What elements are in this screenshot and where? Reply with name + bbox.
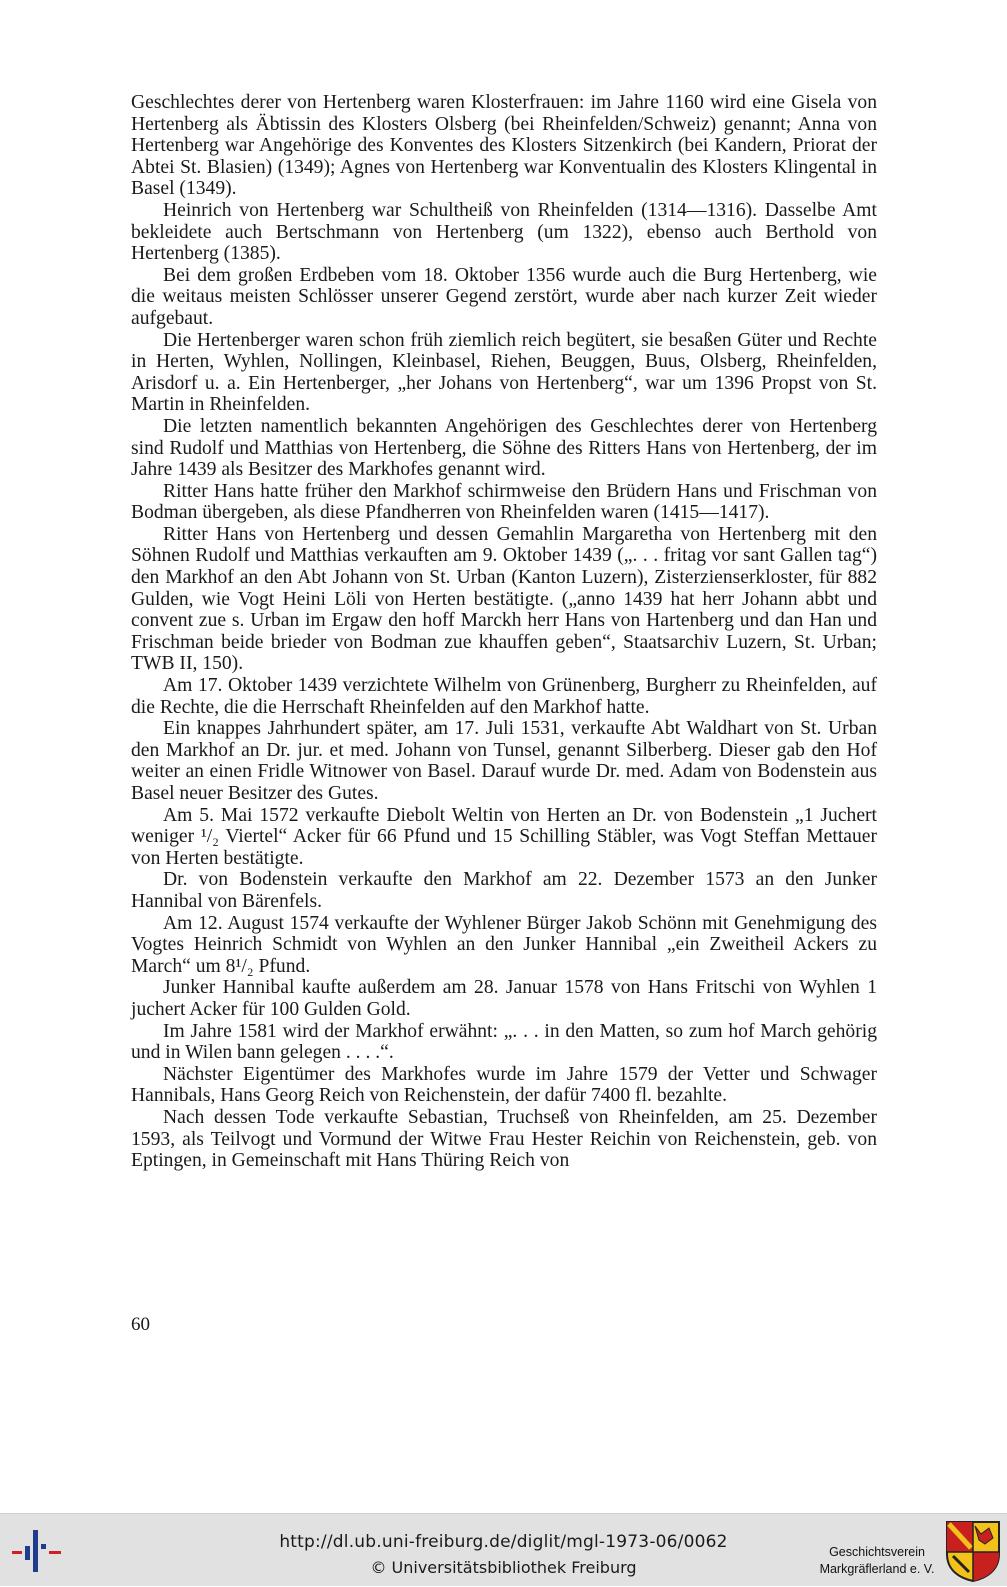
footer-bar [0, 1513, 1007, 1586]
paragraph: Ritter Hans von Hertenberg und dessen Gemahlin Margaretha von Hertenberg mit den Söhnen Rudolf und Matthias verkauften am 9. Oktober 1439 („. . . fritag vor sant Gallen tag“) den Markhof an den Abt Johann von St. Urban (Kanton Luzern), Zisterzienserkloster, für 882 Gulden, wie Vogt Heini Löli von Herten bestätigte. („anno 1439 hat herr Johann abbt und convent zue s. Urban im Ergaw den hoff Marckh herr Hans von Hartenberg und dan Han und Frischman beide brieder von Bodman zue khauffen geben“, Staatsarchiv Luzern, St. Urban; TWB II, 150). [131, 523, 877, 675]
society-crest-icon [945, 1520, 1001, 1582]
paragraph: Am 17. Oktober 1439 verzichtete Wilhelm von Grünenberg, Burgherr zu Rheinfelden, auf die Rechte, die die Herrschaft Rheinfelden auf den Markhof hatte. [131, 675, 877, 718]
paragraph: Im Jahre 1581 wird der Markhof erwähnt: „. . . in den Matten, so zum hof March gehörig und in Wilen bann gelegen . . . .“. [131, 1020, 877, 1064]
paragraph: Die letzten namentlich bekannten Angehörigen des Geschlechtes derer von Hertenberg sind Rudolf und Matthias von Hertenberg, die Söhne des Ritters Hans von Hertenberg, der im Jahre 1439 als Besitzer des Markhofes genannt wird. [131, 415, 877, 481]
paragraph: Dr. von Bodenstein verkaufte den Markhof am 22. Dezember 1573 an den Junker Hannibal von Bärenfels. [131, 869, 877, 912]
paragraph: Heinrich von Hertenberg war Schultheiß von Rheinfelden (1314—1316). Dasselbe Amt bekleidete auch Bertschmann von Hertenberg (um 1322), ebenso auch Berthold von Hertenberg (1385). [131, 199, 877, 265]
paragraph: Geschlechtes derer von Hertenberg waren Klosterfrauen: im Jahre 1160 wird eine Gisela von Hertenberg als Äbtissin des Klosters Olsberg (bei Rheinfelden/Schweiz) genannt; Anna von Hertenberg war Angehörige des Konventes des Klosters Sitzenkirch (bei Kandern, Priorat der Abtei St. Blasien) (1349); Agnes von Hertenberg war Konventualin des Klosters Klingental in Basel (1349). [131, 92, 877, 200]
paragraph: Am 5. Mai 1572 verkaufte Diebolt Weltin von Herten an Dr. von Bodenstein „1 Juchert weniger ¹/₂ Viertel“ Acker für 66 Pfund und 15 Schilling Stäbler, was Vogt Steffan Mettauer von Herten bestätigte. [131, 804, 877, 869]
paragraph: Die Hertenberger waren schon früh ziemlich reich begütert, sie besaßen Güter und Rechte in Herten, Wyhlen, Nollingen, Kleinbasel, Riehen, Beuggen, Buus, Olsberg, Rheinfelden, Arisdorf u. a. Ein Hertenberger, „her Johans von Hertenberg“, war um 1396 Propst von St. Martin in Rheinfelden. [131, 329, 877, 416]
paragraph: Ritter Hans hatte früher den Markhof schirmweise den Brüdern Hans und Frischman von Bodman übergeben, als diese Pfandherren von Rheinfelden waren (1415—1417). [131, 480, 877, 524]
paragraph: Nach dessen Tode verkaufte Sebastian, Truchseß von Rheinfelden, am 25. Dezember 1593, als Teilvogt und Vormund der Witwe Frau Hester Reichin von Reichenstein, geb. von Eptingen, in Gemeinschaft mit Hans Thüring Reich von [131, 1106, 877, 1172]
paragraph: Nächster Eigentümer des Markhofes wurde im Jahre 1579 der Vetter und Schwager Hannibals, Hans Georg Reich von Reichenstein, der dafür 7400 fl. bezahlte. [131, 1063, 877, 1107]
paragraph: Bei dem großen Erdbeben vom 18. Oktober 1356 wurde auch die Burg Hertenberg, wie die weitaus meisten Schlösser unserer Gegend zerstört, wurde aber nach kurzer Zeit wieder aufgebaut. [131, 264, 877, 329]
page-number: 60 [131, 1314, 150, 1335]
page-body [131, 92, 877, 1172]
society-name-line1: Geschichtsverein [829, 1545, 925, 1559]
society-name [812, 1544, 942, 1578]
source-url-link[interactable]: http://dl.ub.uni-freiburg.de/diglit/mgl-1973-06/0062 [279, 1532, 728, 1552]
paragraph: Ein knappes Jahrhundert später, am 17. Juli 1531, verkaufte Abt Waldhart von St. Urban den Markhof an Dr. jur. et med. Johann von Tunsel, genannt Silberberg. Dieser gab den Hof weiter an einen Fridle Witnower von Basel. Darauf wurde Dr. med. Adam von Bodenstein aus Basel neuer Besitzer des Gutes. [131, 718, 877, 804]
society-name-line2: Markgräflerland e. V. [819, 1562, 935, 1576]
paragraph: Junker Hannibal kaufte außerdem am 28. Januar 1578 von Hans Fritschi von Wyhlen 1 juchert Acker für 100 Gulden Gold. [131, 977, 877, 1020]
paragraph: Am 12. August 1574 verkaufte der Wyhlener Bürger Jakob Schönn mit Genehmigung des Vogtes Heinrich Schmidt von Wyhlen an den Junker Hannibal „ein Zweitheil Ackers zu March“ um 8¹/₂ Pfund. [131, 912, 877, 977]
copyright-text: © Universitätsbibliothek Freiburg [370, 1558, 637, 1577]
